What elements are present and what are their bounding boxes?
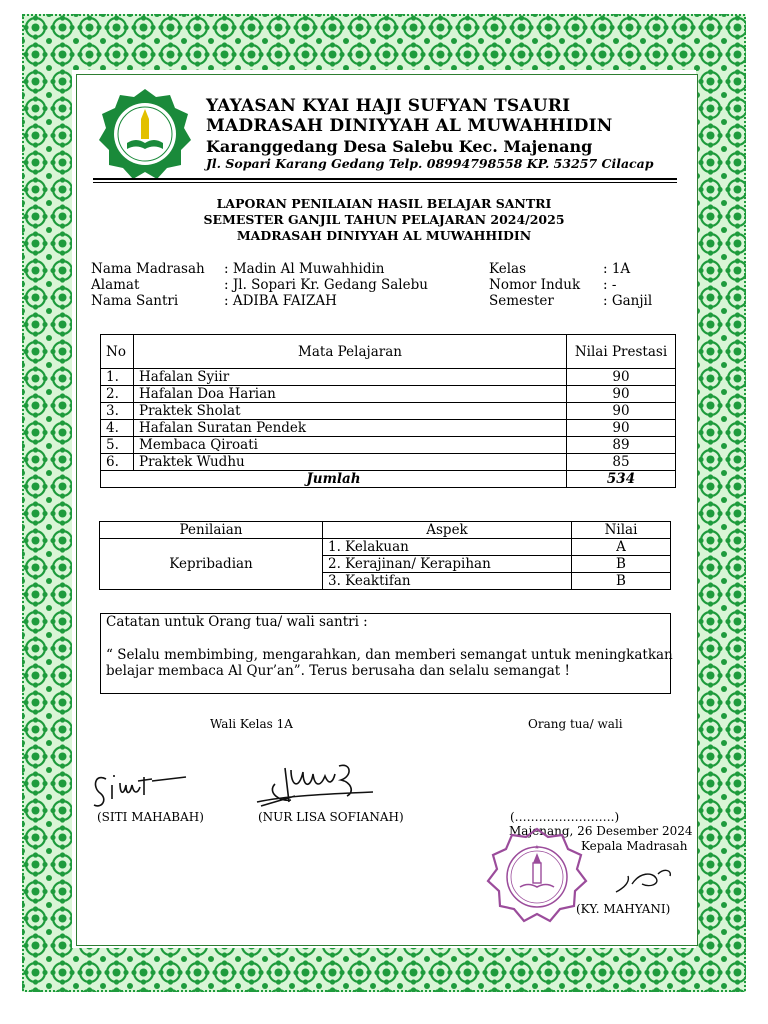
wali-kelas-label: Wali Kelas 1A xyxy=(210,717,293,731)
yayasan-logo xyxy=(93,87,197,181)
value-kelas: : 1A xyxy=(603,261,631,277)
label-semester: Semester xyxy=(489,293,554,309)
total-value: 534 xyxy=(567,471,676,488)
total-row xyxy=(101,471,676,488)
row-no: 5. xyxy=(101,437,134,454)
value-nama-madrasah: : Madin Al Muwahhidin xyxy=(224,261,385,277)
table-row xyxy=(100,539,671,556)
row-no: 1. xyxy=(101,369,134,386)
header-penilaian: Penilaian xyxy=(100,522,323,539)
kepala-name: (KY. MAHYANI) xyxy=(576,902,671,916)
notes-line-2: belajar membaca Al Qur’an”. Terus berusaha dan selalu semangat ! xyxy=(106,663,570,679)
value-alamat: : Jl. Sopari Kr. Gedang Salebu xyxy=(224,277,428,293)
report-title: LAPORAN PENILAIAN HASIL BELAJAR SANTRI xyxy=(216,196,552,211)
row-score: 90 xyxy=(567,403,676,420)
personality-table xyxy=(99,521,671,590)
header-score: Nilai Prestasi xyxy=(567,335,676,369)
report-semester: SEMESTER GANJIL TAHUN PELAJARAN 2024/2025 xyxy=(203,212,565,227)
row-no: 6. xyxy=(101,454,134,471)
row-aspect: 3. Keaktifan xyxy=(323,573,572,590)
row-score: 85 xyxy=(567,454,676,471)
header-no: No xyxy=(101,335,134,369)
row-value: B xyxy=(572,573,671,590)
table-row xyxy=(101,403,676,420)
row-subject: Hafalan Syiir xyxy=(134,369,567,386)
label-nama-santri: Nama Santri xyxy=(91,293,179,309)
value-semester: : Ganjil xyxy=(603,293,653,309)
row-score: 90 xyxy=(567,386,676,403)
kepala-madrasah-label: Kepala Madrasah xyxy=(581,839,688,853)
label-alamat: Alamat xyxy=(91,277,140,293)
table-row xyxy=(101,454,676,471)
table-row xyxy=(101,420,676,437)
row-no: 4. xyxy=(101,420,134,437)
signature-kepala xyxy=(606,862,676,902)
notes-label: Catatan untuk Orang tua/ wali santri : xyxy=(106,614,368,630)
notes-line-1: “ Selalu membimbing, mengarahkan, dan memberi semangat untuk meningkatkan xyxy=(106,647,673,663)
header-contact: Jl. Sopari Karang Gedang Telp. 08994798558 KP. 53257 Cilacap xyxy=(206,156,654,171)
svg-text:★: ★ xyxy=(534,844,540,851)
label-kelas: Kelas xyxy=(489,261,527,277)
header-divider-thin xyxy=(93,182,677,183)
category-kepribadian: Kepribadian xyxy=(100,539,323,590)
table-row xyxy=(101,369,676,386)
grades-header-row xyxy=(101,335,676,369)
label-nama-madrasah: Nama Madrasah xyxy=(91,261,205,277)
row-score: 89 xyxy=(567,437,676,454)
personality-header-row xyxy=(100,522,671,539)
table-row xyxy=(101,437,676,454)
grades-table xyxy=(100,334,676,488)
header-aspek: Aspek xyxy=(323,522,572,539)
table-row xyxy=(101,386,676,403)
row-no: 2. xyxy=(101,386,134,403)
row-subject: Hafalan Doa Harian xyxy=(134,386,567,403)
header-foundation-name: YAYASAN KYAI HAJI SUFYAN TSAURI xyxy=(206,96,571,116)
report-madrasah: MADRASAH DINIYYAH AL MUWAHHIDIN xyxy=(236,228,532,243)
row-value: B xyxy=(572,556,671,573)
label-nomor-induk: Nomor Induk xyxy=(489,277,581,293)
header-nilai: Nilai xyxy=(572,522,671,539)
header-madrasah-name: MADRASAH DINIYYAH AL MUWAHHIDIN xyxy=(206,116,613,136)
row-subject: Hafalan Suratan Pendek xyxy=(134,420,567,437)
row-aspect: 2. Kerajinan/ Kerapihan xyxy=(323,556,572,573)
value-nomor-induk: : - xyxy=(603,277,617,293)
row-subject: Praktek Sholat xyxy=(134,403,567,420)
row-score: 90 xyxy=(567,369,676,386)
teacher-2-name: (NUR LISA SOFIANAH) xyxy=(258,810,404,824)
header-divider xyxy=(93,178,677,180)
row-score: 90 xyxy=(567,420,676,437)
row-no: 3. xyxy=(101,403,134,420)
orang-tua-label: Orang tua/ wali xyxy=(528,717,623,731)
row-subject: Membaca Qiroati xyxy=(134,437,567,454)
header-subject: Mata Pelajaran xyxy=(134,335,567,369)
teacher-1-name: (SITI MAHABAH) xyxy=(97,810,204,824)
row-subject: Praktek Wudhu xyxy=(134,454,567,471)
header-address: Karanggedang Desa Salebu Kec. Majenang xyxy=(206,137,593,156)
place-date: Majenang, 26 Desember 2024 xyxy=(509,824,693,838)
total-label: Jumlah xyxy=(101,471,567,488)
value-nama-santri: : ADIBA FAIZAH xyxy=(224,293,337,309)
row-aspect: 1. Kelakuan xyxy=(323,539,572,556)
row-value: A xyxy=(572,539,671,556)
parent-signature-blank: (…………………….) xyxy=(510,810,620,824)
